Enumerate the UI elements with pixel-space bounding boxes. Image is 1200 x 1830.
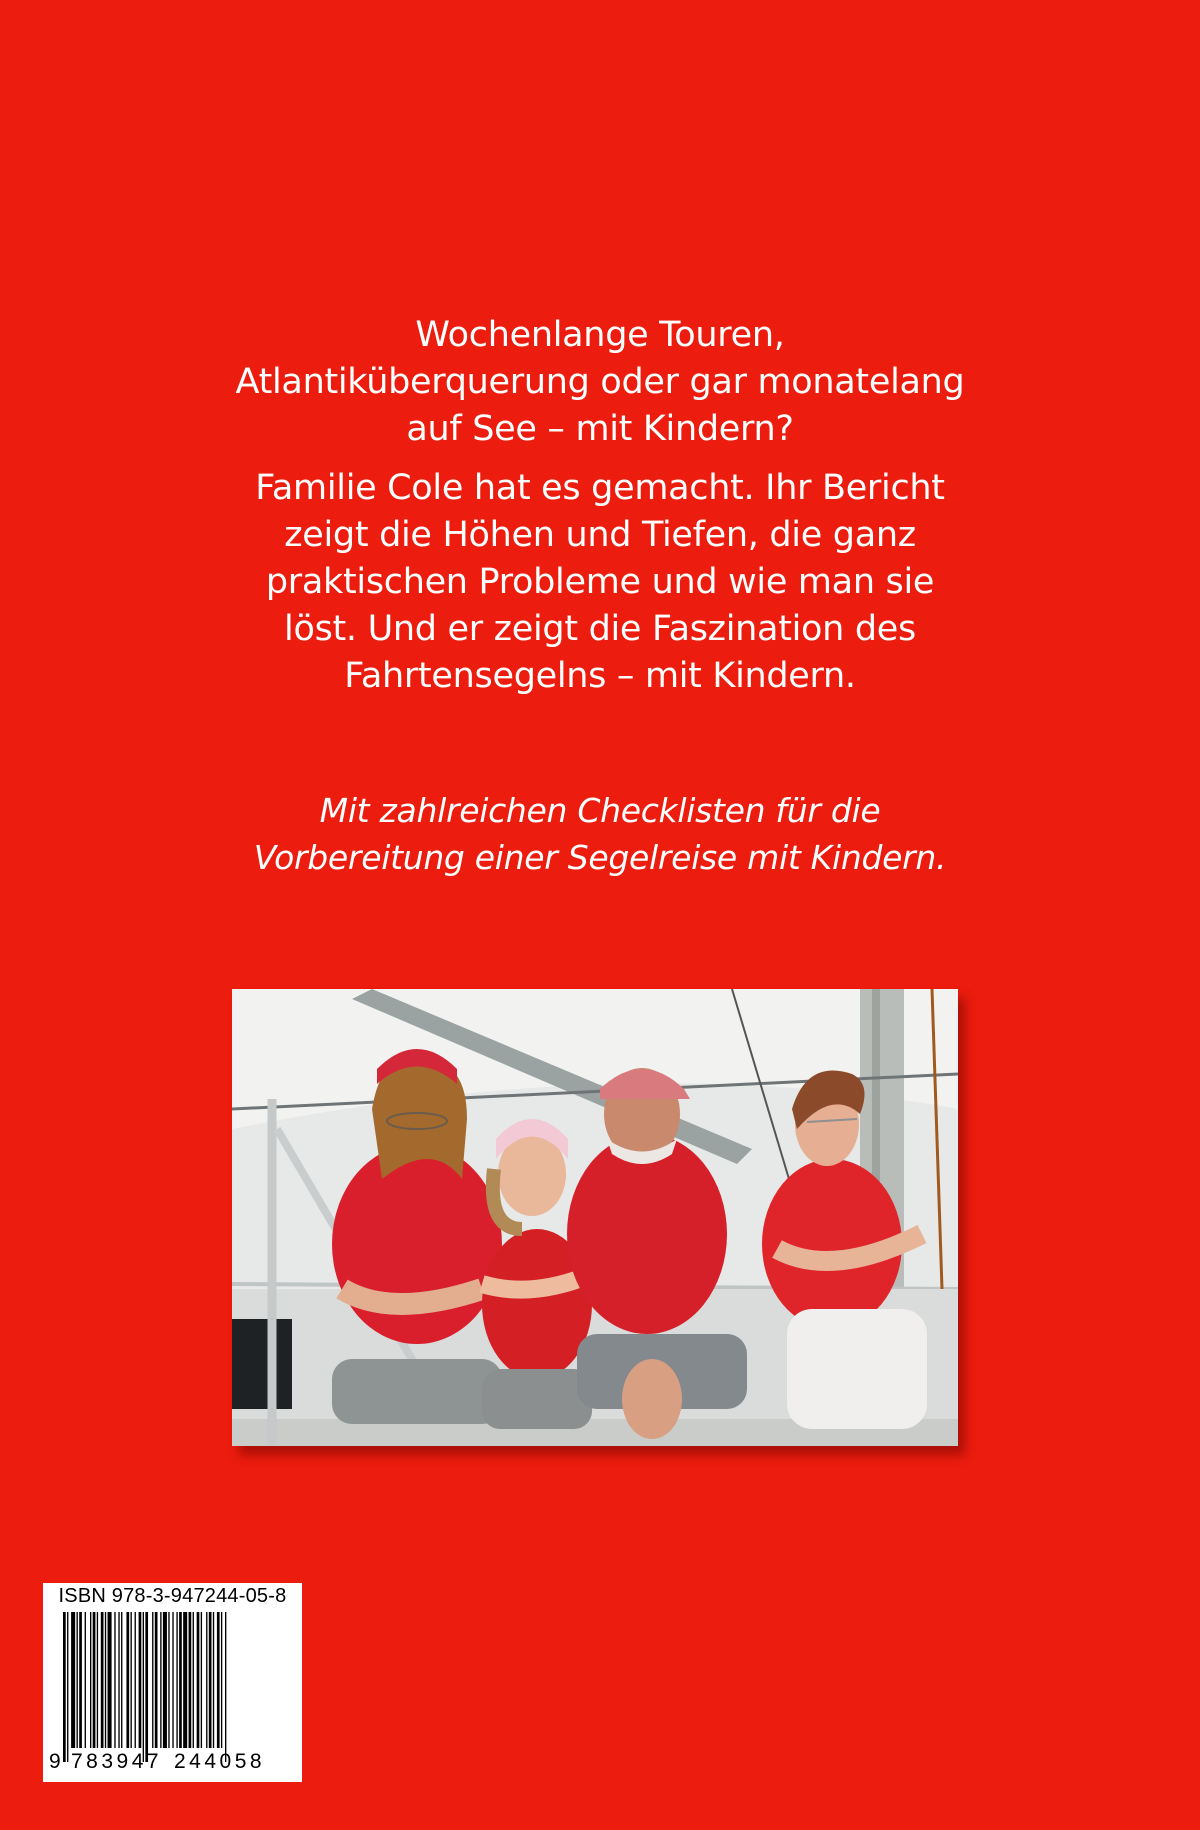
barcode-bar	[101, 1612, 104, 1748]
barcode-bar	[121, 1612, 122, 1748]
barcode-bar	[135, 1612, 136, 1748]
barcode-bar	[118, 1612, 119, 1748]
barcode-bar	[221, 1612, 222, 1748]
barcode-bar	[201, 1612, 202, 1748]
barcode-digit-group-1: 783947	[71, 1750, 163, 1773]
barcode-bar	[213, 1612, 214, 1748]
barcode-bar	[143, 1612, 144, 1762]
blurb-line: Wochenlange Touren,	[415, 315, 785, 355]
barcode-bar	[176, 1612, 177, 1748]
barcode-bar	[67, 1612, 68, 1762]
barcode-bar	[85, 1612, 86, 1748]
barcode-bar	[71, 1612, 75, 1748]
blurb-paragraph-2	[150, 465, 1050, 700]
barcode-bar	[152, 1612, 153, 1748]
barcode-bar	[163, 1612, 167, 1748]
tagline-line: Mit zahlreichen Checklisten für die	[319, 791, 881, 830]
barcode-bar	[126, 1612, 129, 1748]
barcode-bar	[168, 1612, 169, 1748]
barcode-bar	[209, 1612, 212, 1748]
barcode-digit-group-2: 244058	[174, 1750, 266, 1773]
barcode-digits	[43, 1750, 302, 1780]
barcode-bar	[145, 1612, 148, 1762]
blurb-line: zeigt die Höhen und Tiefen, die ganz	[284, 515, 916, 555]
barcode-bar	[160, 1612, 161, 1748]
barcode-bar	[90, 1612, 91, 1748]
barcode-bar	[155, 1612, 158, 1748]
blurb-line: praktischen Probleme und wie man sie	[265, 562, 935, 602]
blurb-line: auf See – mit Kindern?	[406, 409, 794, 449]
barcode-bars	[63, 1612, 283, 1762]
checklist-tagline	[150, 787, 1050, 881]
blurb-line: Atlantiküberquerung oder gar monatelang	[235, 362, 965, 402]
barcode-bar	[183, 1612, 187, 1748]
barcode-bar	[63, 1612, 66, 1762]
isbn-label: ISBN 978-3-947244-05-8	[58, 1585, 287, 1607]
isbn-barcode	[43, 1583, 302, 1782]
blurb-line: Fahrtensegelns – mit Kindern.	[344, 656, 856, 696]
blurb-paragraph-1	[150, 312, 1050, 453]
family-sailing-photo	[232, 989, 958, 1446]
barcode-bar	[97, 1612, 98, 1748]
barcode-bar	[139, 1612, 142, 1748]
tagline-line: Vorbereitung einer Segelreise mit Kindern.	[253, 838, 947, 877]
barcode-bar	[225, 1612, 226, 1762]
barcode-bar	[79, 1612, 82, 1748]
barcode-bar	[172, 1612, 173, 1748]
barcode-bar	[217, 1612, 220, 1748]
barcode-bar	[105, 1612, 106, 1748]
barcode-bar	[77, 1612, 78, 1748]
barcode-bar	[179, 1612, 182, 1748]
barcode-bar	[206, 1612, 207, 1748]
blurb-line: löst. Und er zeigt die Faszination des	[284, 609, 916, 649]
barcode-bar	[108, 1612, 112, 1748]
barcode-bar	[193, 1612, 194, 1748]
barcode-digit-first: 9	[49, 1750, 61, 1773]
back-cover-blurb	[150, 312, 1050, 700]
barcode-bar	[93, 1612, 96, 1748]
barcode-bar	[114, 1612, 115, 1748]
blurb-line: Familie Cole hat es gemacht. Ihr Bericht	[255, 468, 945, 508]
barcode-bar	[197, 1612, 200, 1748]
barcode-bar	[131, 1612, 132, 1748]
barcode-bar	[189, 1612, 192, 1748]
